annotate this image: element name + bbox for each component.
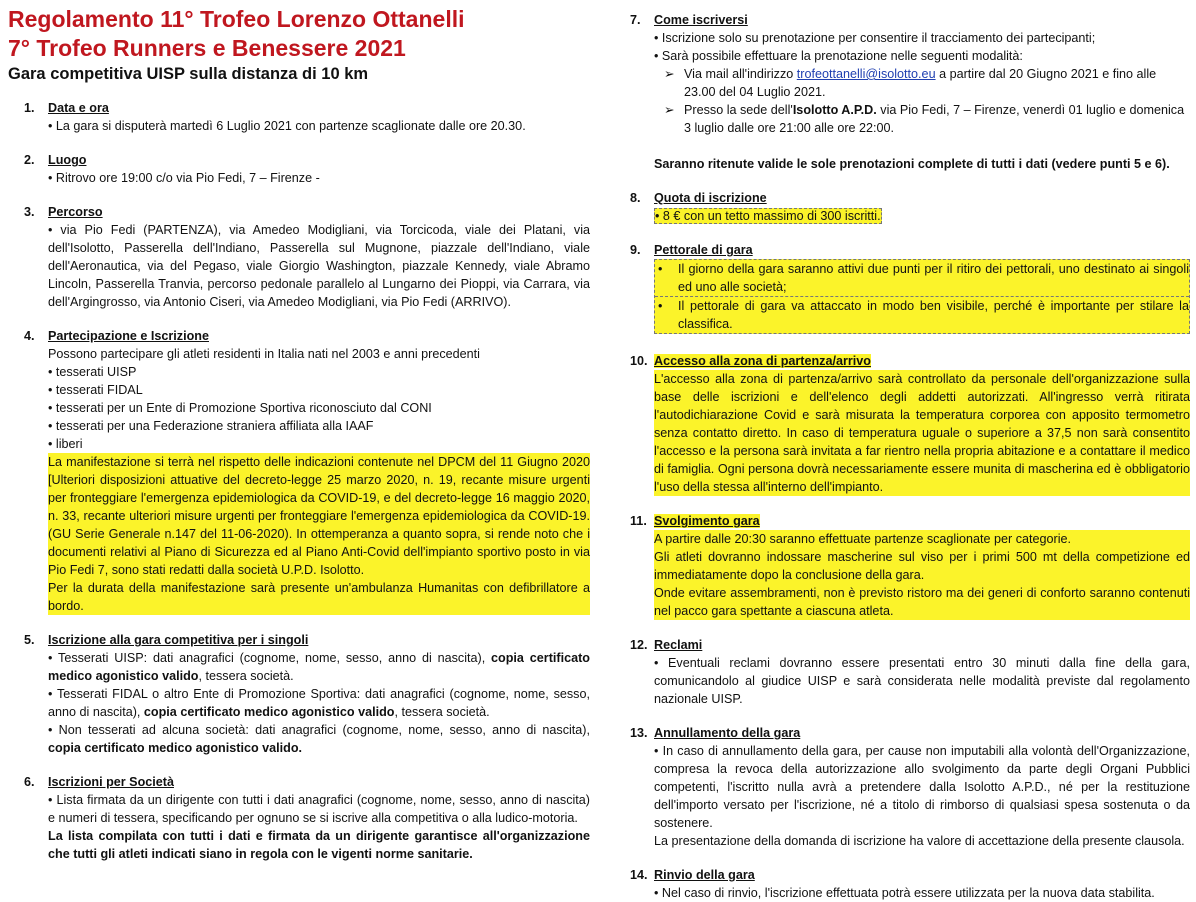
highlighted-text: Per la durata della manifestazione sarà presente un'ambulanza Humanitas con defibrillatore a bordo. [48,581,590,613]
section-heading: Data e ora [48,101,109,115]
section-number: 10. [630,354,648,368]
section-number: 5. [24,633,35,647]
section-text: • Eventuali reclami dovranno essere presentati entro 30 minuti dalla fine della gara, comunicandolo al giudice UISP e sarà considerata nelle modalità previste dal regolamento nazionale UISP. [654,656,1190,706]
section-number: 7. [630,13,641,27]
highlighted-text: • 8 € con un tetto massimo di 300 iscritti. [655,209,881,223]
page-title: Regolamento 11° Trofeo Lorenzo Ottanelli [8,6,465,32]
list-item: • Tesserati FIDAL o altro Ente di Promozione Sportiva: dati anagrafici (cognome, nome, sesso, anno di nascita), copia certificato medico agonistico valido, tessera società. [48,687,590,719]
list-item: ➢ Presso la sede dell'Isolotto A.P.D. via Pio Fedi, 7 – Firenze, venerdì 01 luglio e domenica 3 luglio dalle ore 21:00 alle ore 22:00. [664,103,1185,135]
section-number: 1. [24,101,35,115]
section-reclami [614,636,1190,708]
section-percorso [8,203,590,311]
section-number: 2. [24,153,35,167]
section-number: 14. [630,868,648,882]
highlighted-text: Gli atleti dovranno indossare mascherine sul viso per i primi 500 mt della competizione ed immediatamente dopo la conclusione della gara. [654,550,1190,582]
section-number: 9. [630,243,641,257]
section-heading: Rinvio della gara [654,868,755,882]
section-accesso [614,352,1190,496]
list-item: • tesserati UISP [48,365,137,379]
list-item: • tesserati FIDAL [48,383,143,397]
highlighted-text: La manifestazione si terrà nel rispetto delle indicazioni contenute nel DPCM del 11 Giugno 2020 [Ulteriori disposizioni attuative del decreto-legge 25 marzo 2020, n. 19, recante misure urgenti per fronteggiare l'emergenza epidemiologica da COVID-19, e del decreto-legge 16 maggio 2020, n. 33, recante ulteriori misure urgenti per fronteggiare l'emergenza epidemiologica da COVID-19. (GU Serie Generale n.147 del 11-06-2020). In ottemperanza a quanto sopra, si rende noto che i documenti relativi al Piano di Sicurezza ed al Piano Anti-Covid dell'impianto sportivo posto in via Pio Fedi 7, sono stati redatti dalla società U.P.D. Isolotto. [48,455,590,577]
section-annullamento [614,724,1190,850]
section-heading: Iscrizione alla gara competitiva per i singoli [48,633,309,647]
section-number: 4. [24,329,35,343]
page-subtitle: Gara competitiva UISP sulla distanza di 10 km [8,65,369,83]
left-column [8,0,590,863]
section-data-e-ora [8,99,590,135]
page-title-secondary: 7° Trofeo Runners e Benessere 2021 [8,35,406,61]
section-heading: Svolgimento gara [654,514,760,528]
section-text: Possono partecipare gli atleti residenti in Italia nati nel 2003 e anni precedenti [48,347,480,361]
section-iscrizioni-societa [8,773,590,863]
arrow-bullet-icon: ➢ [664,103,675,117]
section-text: • via Pio Fedi (PARTENZA), via Amedeo Modigliani, via Torcicoda, viale dei Platani, via dell'Isolotto, Passerella dell'Indiano, Passerella sul Mugnone, piazzale dell'Indiano, viale dell'Aeronautica, via del Pegaso, viale Giorgio Washington, piazzale Kennedy, viale Abramo Lincoln, Passerella Tranvia, percorso pedonale parallelo al Lungarno dei Pioppi, via Carrara, via dell'Argingrosso, via Antonio Ciseri, via Amedeo Modigliani, via Pio Fedi (ARRIVO). [48,223,590,309]
list-item: • tesserati per un Ente di Promozione Sportiva riconosciuto dal CONI [48,401,432,415]
section-text: La presentazione della domanda di iscrizione ha valore di accettazione della presente clausola. [654,834,1185,848]
section-text: • Nel caso di rinvio, l'iscrizione effettuata potrà essere utilizzata per la nuova data stabilita. [654,886,1155,900]
section-number: 6. [24,775,35,789]
section-text: • La gara si disputerà martedì 6 Luglio 2021 con partenze scaglionate dalle ore 20.30. [48,119,526,133]
list-item: • Non tesserati ad alcuna società: dati anagrafici (cognome, nome, sesso, anno di nascita), copia certificato medico agonistico valido. [48,723,590,755]
section-heading: Come iscriversi [654,13,748,27]
section-heading: Percorso [48,205,103,219]
email-link[interactable]: trofeottanelli@isolotto.eu [796,67,936,81]
highlighted-text: L'accesso alla zona di partenza/arrivo sarà controllato da personale dell'organizzazione sulla base delle iscrizioni e dell'elenco degli addetti autorizzati. All'ingresso verrà ritirata l'autodichiarazione Covid e sarà misurata la temperatura corporea con apposito termometro senza contatto diretto. In caso di temperatura uguale o superiore a 37,5 non sarà consentito l'accesso e la persona sarà invitata a far rientro nella propria abitazione e a contattare il medico di famiglia. Ogni persona dovrà necessariamente essere munita di mascherina ed è obbligatorio l'uso della stessa all'interno dell'impianto. [654,372,1190,494]
right-column [614,0,1190,902]
section-text: • In caso di annullamento della gara, per cause non imputabili alla volontà dell'Organizzazione, compresa la revoca della autorizzazione allo svolgimento da parte degli Organi Pubblici competenti, l'iscritto nulla avrà a pretendere dalla Isolotto A.P.D., né per la restituzione dell'importo versato per l'iscrizione, né a titolo di rimborso di qualsiasi spesa sostenuta o da sostenere. [654,744,1190,830]
section-rinvio [614,866,1190,902]
section-luogo [8,151,590,187]
section-heading: Quota di iscrizione [654,191,767,205]
list-item: • Il giorno della gara saranno attivi due punti per il ritiro dei pettorali, uno destinato ai singoli ed uno alle società; [658,262,1189,294]
section-heading: Luogo [48,153,87,167]
section-text: • Sarà possibile effettuare la prenotazione nelle seguenti modalità: [654,49,1023,63]
list-item: • liberi [48,437,83,451]
list-item: ➢ Via mail all'indirizzo trofeottanelli@isolotto.eu a partire dal 20 Giugno 2021 e fino alle 23.00 del 04 Luglio 2021. [664,67,1157,99]
list-item: • Il pettorale di gara va attaccato in modo ben visibile, perché è importante per stilare la classifica. [655,296,1189,333]
section-heading: Reclami [654,638,703,652]
section-heading: Pettorale di gara [654,243,753,257]
section-heading: Accesso alla zona di partenza/arrivo [654,354,871,368]
section-heading: Annullamento della gara [654,726,801,740]
section-number: 12. [630,638,648,652]
highlighted-text: Onde evitare assembramenti, non è previsto ristoro ma dei generi di conforto saranno contenuti nel pacco gara spettante a ciascuna atleta. [654,586,1190,618]
arrow-bullet-icon: ➢ [664,67,675,81]
section-number: 3. [24,205,35,219]
section-svolgimento [614,512,1190,620]
highlighted-text: A partire dalle 20:30 saranno effettuate partenze scaglionate per categorie. [654,530,1190,548]
section-quota [614,189,1190,225]
section-text: • Lista firmata da un dirigente con tutti i dati anagrafici (cognome, nome, sesso, anno di nascita) e numeri di tessera, specificando per ognuno se si iscrive alla competitiva o alla ludico-motoria. [48,793,590,825]
section-heading: Partecipazione e Iscrizione [48,329,209,343]
section-come-iscriversi [614,11,1190,173]
section-pettorale [614,241,1190,334]
section-note: Saranno ritenute valide le sole prenotazioni complete di tutti i dati (vedere punti 5 e 6). [654,157,1170,171]
section-text: • Iscrizione solo su prenotazione per consentire il tracciamento dei partecipanti; [654,31,1096,45]
section-number: 11. [630,514,647,528]
section-iscrizione-singoli [8,631,590,757]
list-item: • Tesserati UISP: dati anagrafici (cognome, nome, sesso, anno di nascita), copia certificato medico agonistico valido, tessera società. [48,651,590,683]
section-partecipazione [8,327,590,615]
list-item: • tesserati per una Federazione straniera affiliata alla IAAF [48,419,374,433]
section-text: La lista compilata con tutti i dati e firmata da un dirigente garantisce all'organizzazione che tutti gli atleti indicati siano in regola con le vigenti norme sanitarie. [48,829,590,861]
section-number: 13. [630,726,648,740]
section-text: • Ritrovo ore 19:00 c/o via Pio Fedi, 7 – Firenze - [48,171,320,185]
section-heading: Iscrizioni per Società [48,775,174,789]
section-number: 8. [630,191,641,205]
